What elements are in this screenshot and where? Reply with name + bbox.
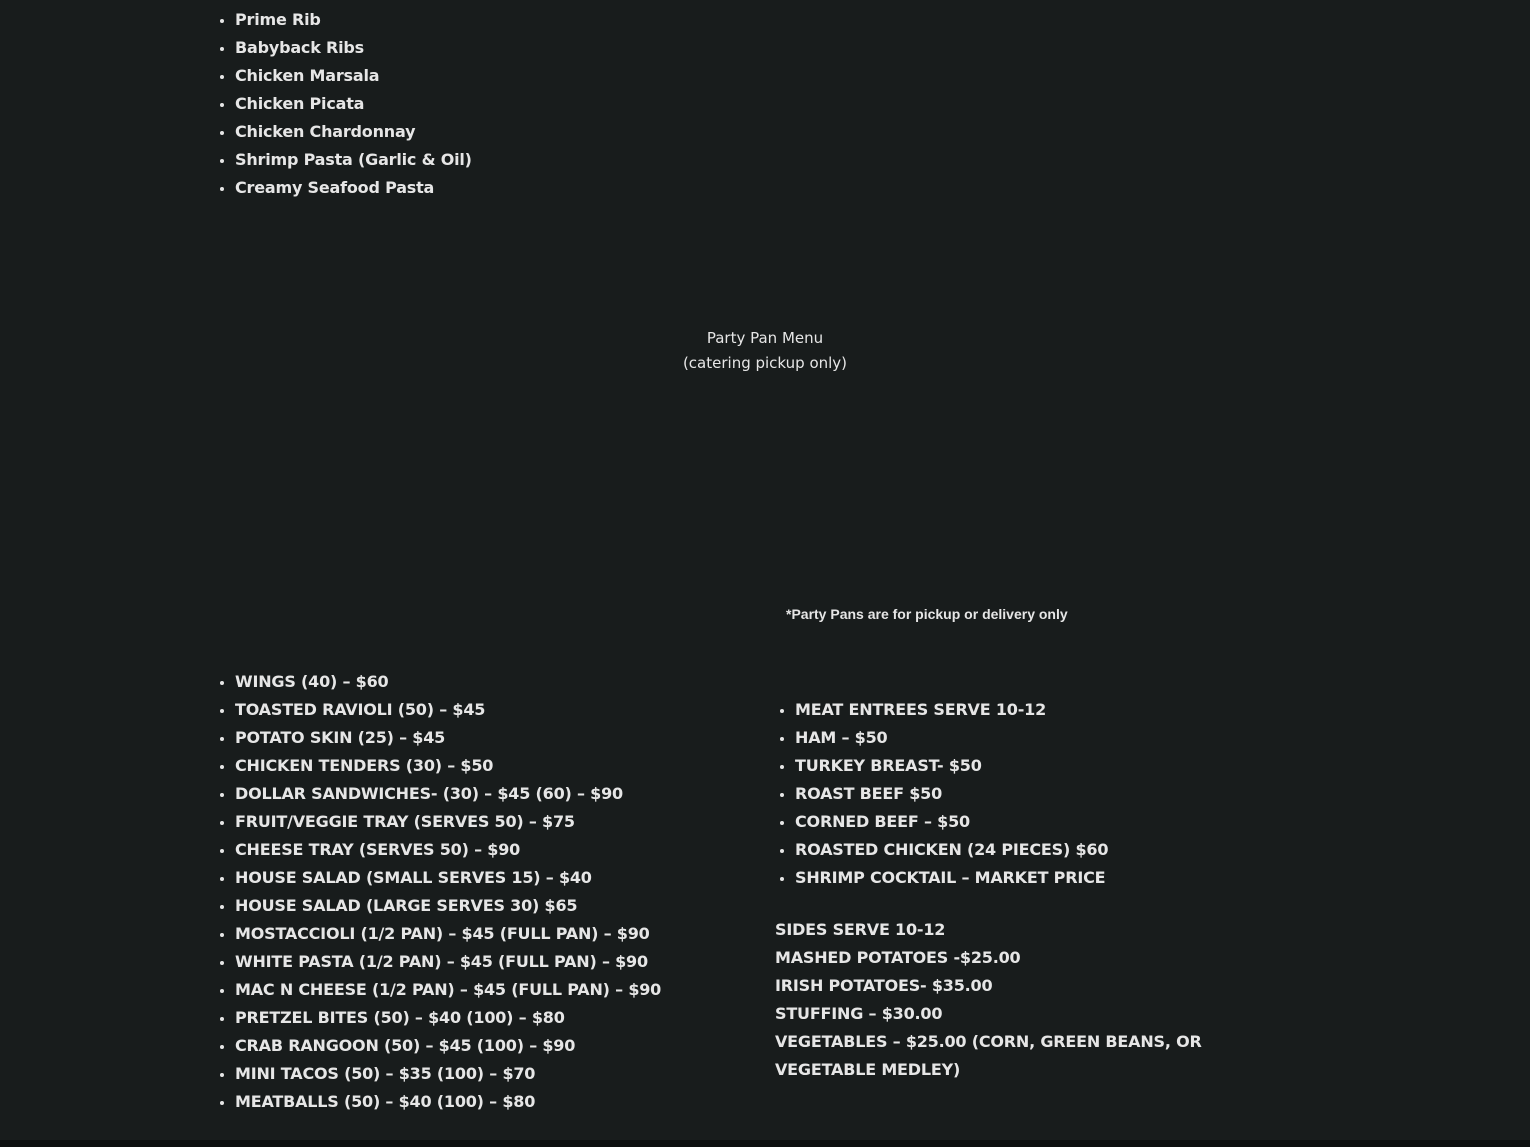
list-item: • FRUIT/VEGGIE TRAY (SERVES 50) – $75 bbox=[235, 808, 661, 836]
page-title: Party Pan Menu bbox=[706, 329, 824, 347]
sides-section bbox=[775, 916, 1265, 1084]
list-item: • HOUSE SALAD (LARGE SERVES 30) $65 bbox=[235, 892, 661, 920]
list-item: • Chicken Picata bbox=[235, 90, 472, 118]
list-item: • WINGS (40) – $60 bbox=[235, 668, 661, 696]
list-item: • DOLLAR SANDWICHES- (30) – $45 (60) – $90 bbox=[235, 780, 661, 808]
side-item: MASHED POTATOES -$25.00 bbox=[775, 948, 1021, 967]
list-item: • Prime Rib bbox=[235, 6, 472, 34]
list-item: • Chicken Marsala bbox=[235, 62, 472, 90]
list-item: • ROASTED CHICKEN (24 PIECES) $60 bbox=[795, 836, 1108, 864]
list-item: • ROAST BEEF $50 bbox=[795, 780, 1108, 808]
list-item: • CORNED BEEF – $50 bbox=[795, 808, 1108, 836]
list-item: • PRETZEL BITES (50) – $40 (100) – $80 bbox=[235, 1004, 661, 1032]
footer-divider bbox=[0, 1140, 1530, 1147]
list-item: • CHICKEN TENDERS (30) – $50 bbox=[235, 752, 661, 780]
pickup-note: *Party Pans are for pickup or delivery only bbox=[786, 606, 1068, 622]
list-item: • Shrimp Pasta (Garlic & Oil) bbox=[235, 146, 472, 174]
list-item: • TURKEY BREAST- $50 bbox=[795, 752, 1108, 780]
side-item: IRISH POTATOES- $35.00 bbox=[775, 976, 993, 995]
list-item: • MEATBALLS (50) – $40 (100) – $80 bbox=[235, 1088, 661, 1116]
side-item: VEGETABLES – $25.00 (CORN, GREEN BEANS, OR VEGETABLE MEDLEY) bbox=[775, 1032, 1202, 1079]
list-item: • Babyback Ribs bbox=[235, 34, 472, 62]
side-item: STUFFING – $30.00 bbox=[775, 1004, 943, 1023]
list-item: • HAM – $50 bbox=[795, 724, 1108, 752]
party-pan-heading bbox=[0, 326, 1530, 376]
page-subtitle: (catering pickup only) bbox=[682, 354, 848, 372]
list-item: • WHITE PASTA (1/2 PAN) – $45 (FULL PAN) – $90 bbox=[235, 948, 661, 976]
list-item: • CRAB RANGOON (50) – $45 (100) – $90 bbox=[235, 1032, 661, 1060]
list-item: • MINI TACOS (50) – $35 (100) – $70 bbox=[235, 1060, 661, 1088]
list-item: • POTATO SKIN (25) – $45 bbox=[235, 724, 661, 752]
list-item: • Chicken Chardonnay bbox=[235, 118, 472, 146]
list-item: • MEAT ENTREES SERVE 10-12 bbox=[795, 696, 1108, 724]
list-item: • MAC N CHEESE (1/2 PAN) – $45 (FULL PAN) – $90 bbox=[235, 976, 661, 1004]
list-item: • HOUSE SALAD (SMALL SERVES 15) – $40 bbox=[235, 864, 661, 892]
list-item: • Creamy Seafood Pasta bbox=[235, 174, 472, 202]
sides-heading: SIDES SERVE 10-12 bbox=[775, 920, 946, 939]
list-item: • TOASTED RAVIOLI (50) – $45 bbox=[235, 696, 661, 724]
list-item: • SHRIMP COCKTAIL – MARKET PRICE bbox=[795, 864, 1108, 892]
list-item: • MOSTACCIOLI (1/2 PAN) – $45 (FULL PAN) – $90 bbox=[235, 920, 661, 948]
meat-entree-list bbox=[775, 696, 1108, 892]
list-item: • CHEESE TRAY (SERVES 50) – $90 bbox=[235, 836, 661, 864]
entree-list bbox=[215, 6, 472, 202]
appetizer-list bbox=[215, 668, 661, 1116]
